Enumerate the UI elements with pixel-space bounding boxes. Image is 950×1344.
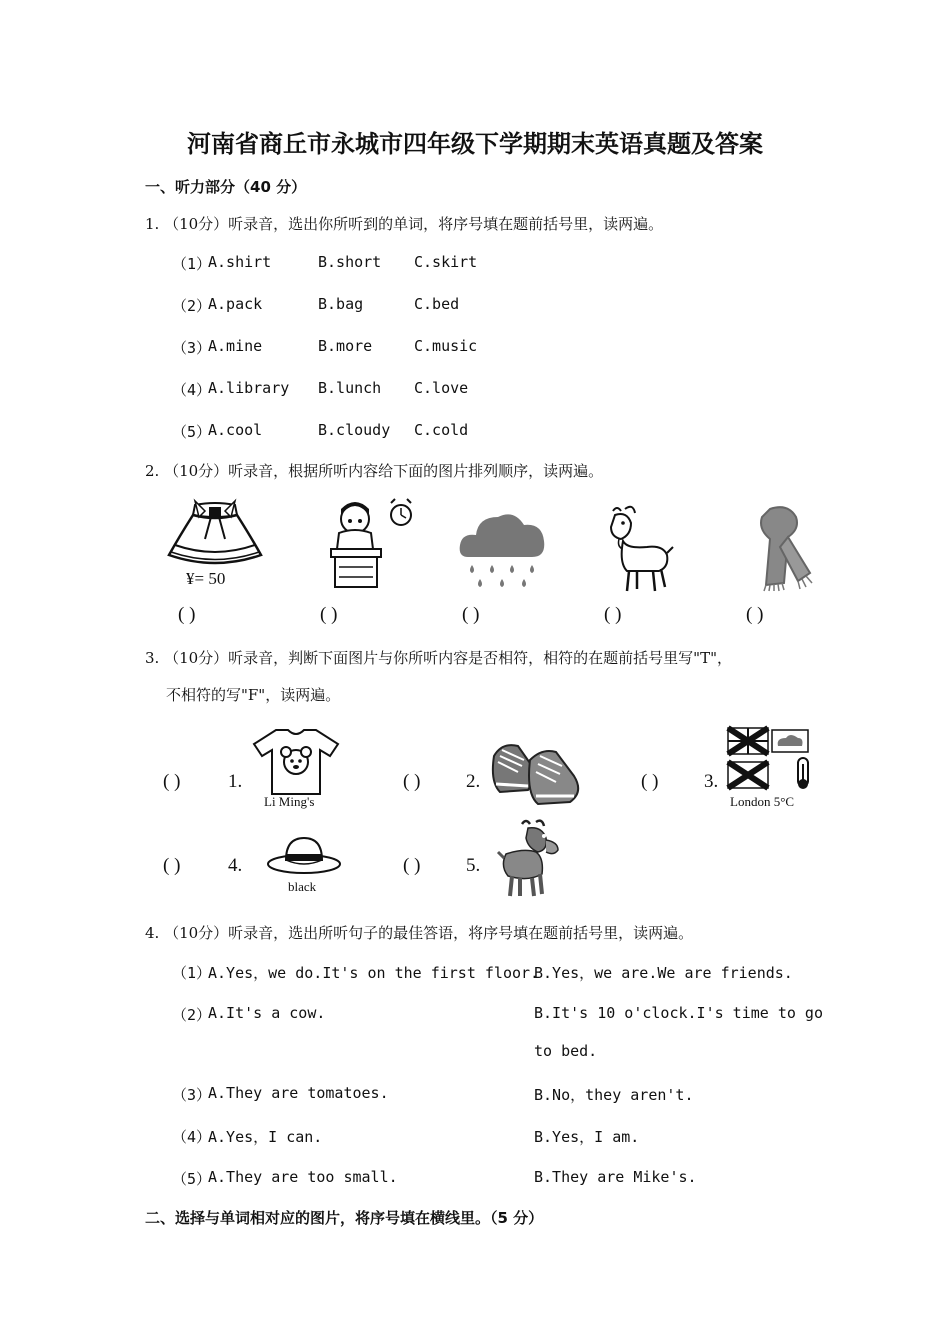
q1-row-5-a: A.cool [208, 421, 263, 439]
gray-goat-image [498, 818, 564, 900]
q4-row-3-a: A.They are tomatoes. [208, 1084, 389, 1102]
q1-row-3-b: B.more [318, 337, 373, 355]
q4-row-4-a: A.Yes，I can. [208, 1128, 323, 1146]
q1-row-2-num: （2） [172, 297, 212, 315]
scarf-image [740, 503, 820, 593]
q3-blank-2[interactable]: ( ) [403, 771, 421, 792]
q4-row-3-num: （3） [172, 1086, 212, 1104]
q1-row-3-num: （3） [172, 339, 212, 357]
page-title: 河南省商丘市永城市四年级下学期期末英语真题及答案 [187, 130, 763, 158]
q3-blank-3[interactable]: ( ) [641, 771, 659, 792]
q1-row-4-num: （4） [172, 381, 212, 399]
london-weather-image [728, 728, 812, 792]
q3-blank-5[interactable]: ( ) [403, 855, 421, 876]
q1-row-1-c: C.skirt [414, 253, 478, 271]
q1-row-2-c: C.bed [414, 295, 460, 313]
q3-item-3-num: 3. [704, 771, 719, 792]
hat-caption: black [288, 879, 317, 894]
section-2-heading: 二、选择与单词相对应的图片，将序号填在横线里。（5 分） [145, 1209, 544, 1227]
q1-row-1-a: A.shirt [208, 253, 272, 271]
q1-row-4-c: C.love [414, 379, 469, 397]
q3-blank-1[interactable]: ( ) [163, 771, 181, 792]
q3-item-4-num: 4. [228, 855, 243, 876]
q4-row-2-a: A.It's a cow. [208, 1004, 326, 1022]
q2-prompt: 2. （10分）听录音，根据所听内容给下面的图片排列顺序，读两遍。 [145, 462, 604, 480]
hat-image [266, 834, 342, 880]
q1-row-3-a: A.mine [208, 337, 263, 355]
q1-row-2-a: A.pack [208, 295, 263, 313]
q3-prompt-line-1: 3. （10分）听录音，判断下面图片与你所听内容是否相符，相符的在题前括号里写"T"， [145, 649, 732, 667]
q4-row-4-num: （4） [172, 1128, 212, 1146]
q3-item-5-num: 5. [466, 855, 481, 876]
q4-row-2-b-line-1: B.It's 10 o'clock.I's time to go [534, 1004, 823, 1022]
q2-blank-1[interactable]: ( ) [178, 604, 196, 625]
q4-row-5-b: B.They are Mike's. [534, 1168, 697, 1186]
q3-blank-4[interactable]: ( ) [163, 855, 181, 876]
q1-row-4-b: B.lunch [318, 379, 382, 397]
q4-row-3-b: B.No，they aren't. [534, 1086, 694, 1104]
goat-image [597, 503, 677, 595]
q4-row-1-b: B.Yes，we are.We are friends. [534, 964, 793, 982]
q4-row-2-num: （2） [172, 1006, 212, 1024]
section-1-heading: 一、听力部分（40 分） [145, 178, 307, 196]
skirt-image [165, 497, 265, 572]
q3-item-1-num: 1. [228, 771, 243, 792]
q2-blank-3[interactable]: ( ) [462, 604, 480, 625]
q1-row-5-b: B.cloudy [318, 421, 391, 439]
q4-row-5-num: （5） [172, 1170, 212, 1188]
student-desk-image [325, 497, 415, 593]
q1-row-1-num: （1） [172, 255, 212, 273]
q1-row-2-b: B.bag [318, 295, 364, 313]
q3-prompt-line-2: 不相符的写"F"，读两遍。 [166, 686, 341, 704]
q2-blank-4[interactable]: ( ) [604, 604, 622, 625]
q4-prompt: 4. （10分）听录音，选出所听句子的最佳答语，将序号填在题前括号里，读两遍。 [145, 924, 694, 942]
q2-blank-2[interactable]: ( ) [320, 604, 338, 625]
q1-row-1-b: B.short [318, 253, 382, 271]
q4-row-1-num: （1） [172, 964, 212, 982]
q1-prompt: 1. （10分）听录音，选出你所听到的单词，将序号填在题前括号里，读两遍。 [145, 215, 664, 233]
q4-row-1-a: A.Yes，we do.It's on the first floor. [208, 964, 540, 982]
t-shirt-caption: Li Ming's [264, 794, 315, 809]
q1-row-3-c: C.music [414, 337, 478, 355]
q3-item-2-num: 2. [466, 771, 481, 792]
rain-cloud-image [458, 505, 548, 595]
q4-row-4-b: B.Yes，I am. [534, 1128, 640, 1146]
q1-row-4-a: A.library [208, 379, 290, 397]
q4-row-5-a: A.They are too small. [208, 1168, 398, 1186]
q1-row-5-num: （5） [172, 423, 212, 441]
london-caption: London 5°C [730, 794, 795, 809]
q1-row-5-c: C.cold [414, 421, 469, 439]
q2-blank-5[interactable]: ( ) [746, 604, 764, 625]
q4-row-2-b-line-2: to bed. [534, 1042, 598, 1060]
price-label: ¥= 50 [186, 569, 226, 588]
t-shirt-image [252, 726, 340, 796]
sneakers-image [488, 736, 584, 810]
